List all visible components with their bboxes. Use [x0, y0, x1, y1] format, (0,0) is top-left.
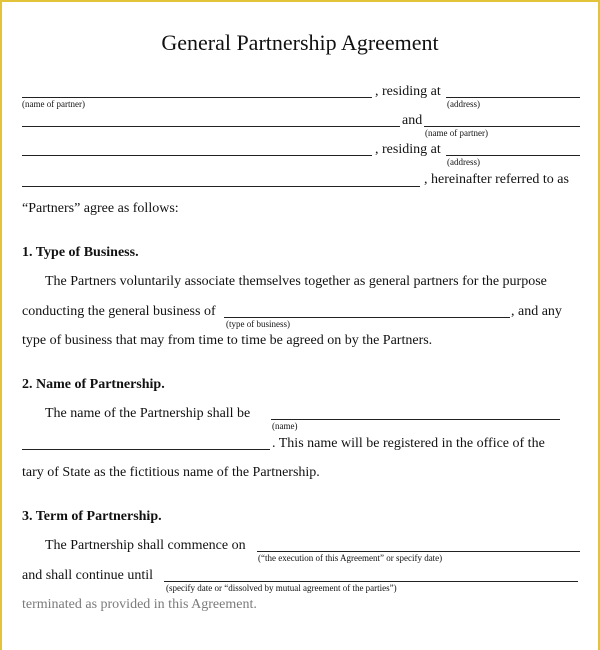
section-1-line-2-suffix: , and any	[511, 304, 562, 319]
section-1-line-1: The Partners voluntarily associate themselves together as general partners for the purpose	[45, 274, 547, 289]
section-3-line-1-prefix: The Partnership shall commence on	[45, 538, 246, 553]
section-1-line-2-prefix: conducting the general business of	[22, 304, 216, 319]
section-2-heading: 2. Name of Partnership.	[22, 377, 165, 392]
section-2-line-1-prefix: The name of the Partnership shall be	[45, 406, 251, 421]
partner-2-name-continued-blank	[22, 155, 372, 156]
hereinafter-text: , hereinafter referred to as	[424, 172, 569, 187]
section-3-heading: 3. Term of Partnership.	[22, 509, 162, 524]
type-of-business-label: (type of business)	[226, 319, 290, 329]
document-title: General Partnership Agreement	[161, 30, 439, 55]
section-3-line-2-prefix: and shall continue until	[22, 568, 154, 583]
partnership-name-label: (name)	[272, 421, 298, 431]
termination-date-label: (specify date or “dissolved by mutual agreement of the parties”)	[166, 583, 397, 593]
and-text: and	[402, 113, 423, 128]
section-1-line-3: type of business that may from time to time be agreed on by the Partners.	[22, 333, 433, 348]
residing-at-text-1: , residing at	[375, 84, 441, 99]
type-of-business-blank	[224, 317, 510, 318]
name-of-partner-label-2: (name of partner)	[425, 128, 488, 138]
address-label-2: (address)	[447, 157, 480, 167]
partner-2-address-blank	[446, 155, 580, 156]
partner-1-address-blank	[446, 97, 580, 98]
partnership-name-continued-blank	[22, 449, 270, 450]
partners-agree-text: “Partners” agree as follows:	[22, 201, 179, 216]
termination-date-blank	[164, 581, 578, 582]
partner-2-name-blank	[424, 126, 580, 127]
commencement-date-blank	[257, 551, 580, 552]
name-of-partner-label-1: (name of partner)	[22, 99, 85, 109]
section-3-line-3: terminated as provided in this Agreement.	[22, 597, 257, 612]
residing-at-text-2: , residing at	[375, 142, 441, 157]
section-1-heading: 1. Type of Business.	[22, 245, 139, 260]
commencement-date-label: (“the execution of this Agreement” or specify date)	[258, 553, 443, 563]
partner-1-name-blank	[22, 97, 372, 98]
partner-2-address-continued-blank	[22, 186, 420, 187]
address-label-1: (address)	[447, 99, 480, 109]
partner-1-address-continued-blank	[22, 126, 400, 127]
section-2-line-2-suffix: . This name will be registered in the office of the	[272, 436, 545, 451]
partnership-name-blank	[271, 419, 560, 420]
section-2-line-3: tary of State as the fictitious name of the Partnership.	[22, 465, 320, 480]
